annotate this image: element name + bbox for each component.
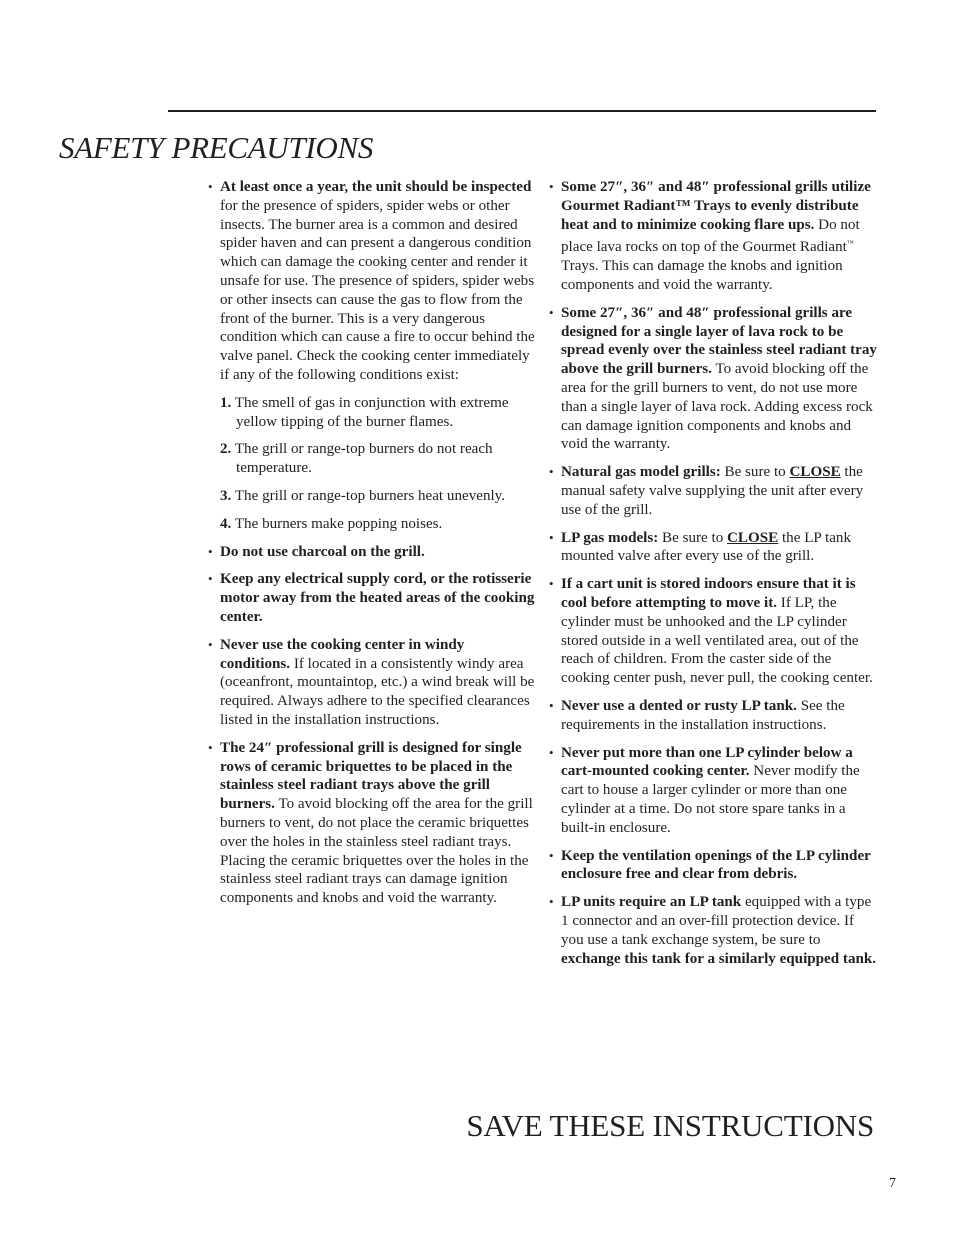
- numbered-item: 2. The grill or range-top burners do not reach temperature.: [220, 441, 493, 477]
- list-item: • The 24″ professional grill is designed for single rows of ceramic briquettes to be placed in the stainless steel radiant trays above the grill burners. To avoid blocking off the area for the grill burners to vent, do not place the ceramic briquettes over the holes in the stainless steel radiant trays. Placing the ceramic briquettes over the holes in the stainless steel radiant trays can damage ignition components and knobs and void the warranty.: [207, 739, 535, 908]
- page-title: SAFETY PRECAUTIONS: [59, 130, 374, 165]
- list-item: • Never use the cooking center in windy conditions. If located in a consistently windy area (oceanfront, mountaintop, etc.) a wind break will be required. Always adhere to the specified clearances listed in the installation instructions.: [207, 636, 535, 730]
- list-item: • Never put more than one LP cylinder below a cart-mounted cooking center. Never modify the cart to house a larger cylinder or more than one cylinder at a time. Do not store spare tanks in a built-in enclosure.: [548, 744, 878, 838]
- numbered-item: 3. The grill or range-top burners heat unevenly.: [220, 487, 506, 504]
- list-item: • At least once a year, the unit should be inspected for the presence of spiders, spider webs or other insects. The burner area is a common and desired spider haven and can present a dangerous condition which can damage the cooking center and render it unsafe for use. The presence of spiders, spider webs or other insects can cause the gas to flow from the front of the burner. This is a very dangerous condition which can cause a fire to occur behind the valve panel. Check the cooking center immediately if any of the following conditions exist:: [207, 178, 535, 385]
- list-item: • Never use a dented or rusty LP tank. See the requirements in the installation instructions.: [548, 697, 878, 735]
- list-item: • Natural gas model grills: Be sure to CLOSE the manual safety valve supplying the unit after every use of the grill.: [548, 463, 878, 519]
- numbered-item: 1. The smell of gas in conjunction with extreme yellow tipping of the burner flames.: [220, 394, 509, 430]
- header-rule: [168, 110, 876, 112]
- left-column: [207, 178, 535, 917]
- list-item: • Some 27″, 36″ and 48″ professional grills utilize Gourmet Radiant™ Trays to evenly distribute heat and to minimize cooking flare ups. Do not place lava rocks on top of the Gourmet Radiant™ Trays. This can damage the knobs and ignition components and void the warranty.: [548, 178, 878, 295]
- close-emphasis: CLOSE: [727, 529, 779, 546]
- list-item: • Keep any electrical supply cord, or the rotisserie motor away from the heated areas of the cooking center.: [207, 570, 535, 626]
- save-instructions-heading: SAVE THESE INSTRUCTIONS: [466, 1108, 874, 1143]
- list-item: • Keep the ventilation openings of the LP cylinder enclosure free and clear from debris.: [548, 847, 878, 885]
- right-column: [548, 178, 878, 977]
- numbered-item: 4. The burners make popping noises.: [220, 515, 443, 532]
- list-item: • Some 27″, 36″ and 48″ professional grills are designed for a single layer of lava rock to be spread evenly over the stainless steel radiant tray above the grill burners. To avoid blocking off the area for the grill burners to vent, do not use more than a single layer of lava rock. Adding excess rock can damage ignition components and knobs and void the warranty.: [548, 304, 878, 454]
- list-item: • If a cart unit is stored indoors ensure that it is cool before attempting to move it. If LP, the cylinder must be unhooked and the LP cylinder stored outside in a well ventilated area, out of the reach of children. From the caster side of the cooking center push, never pull, the cooking center.: [548, 575, 878, 688]
- list-item: • LP gas models: Be sure to CLOSE the LP tank mounted valve after every use of the grill.: [548, 529, 878, 567]
- list-item: • LP units require an LP tank equipped with a type 1 connector and an over-fill protection device. If you use a tank exchange system, be sure to exchange this tank for a similarly equipped tank.: [548, 893, 878, 968]
- close-emphasis: CLOSE: [789, 464, 841, 481]
- list-item: • Do not use charcoal on the grill.: [207, 543, 535, 562]
- trademark-symbol: ™: [846, 239, 854, 248]
- page-number: 7: [889, 1176, 896, 1191]
